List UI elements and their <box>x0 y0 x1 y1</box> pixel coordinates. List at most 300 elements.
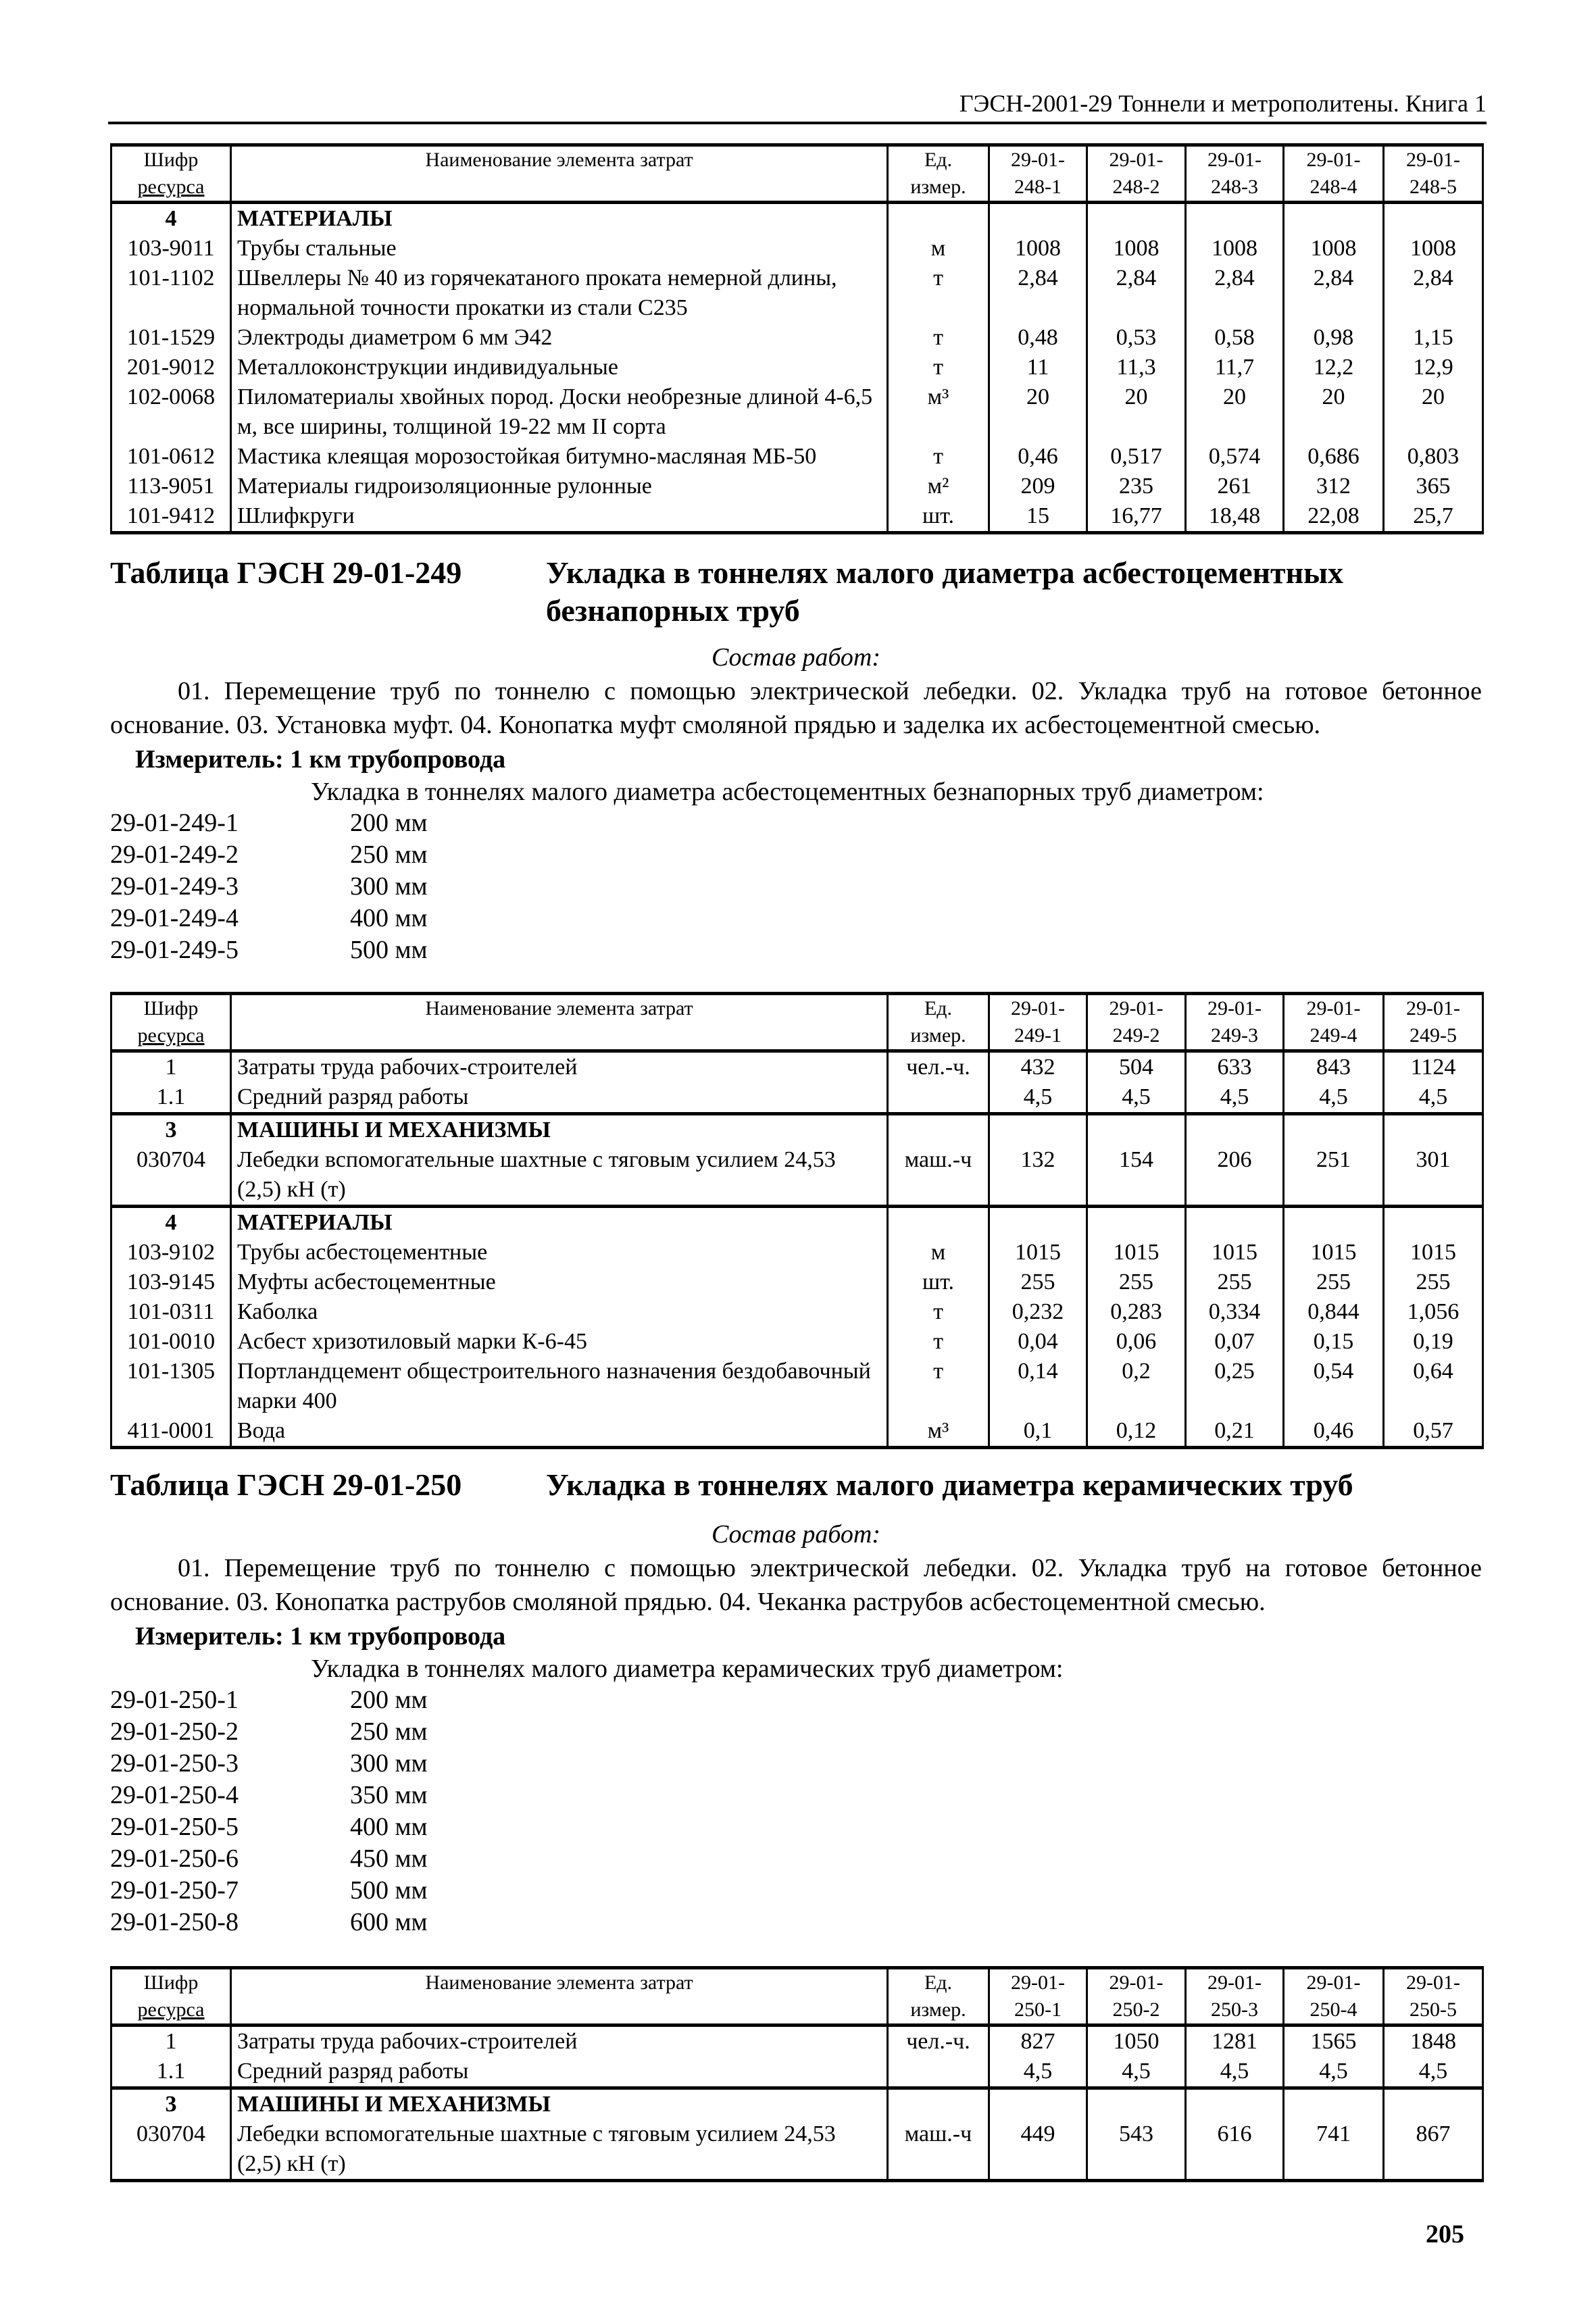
resource-code: 3 <box>111 1114 231 1146</box>
value-col-2: 0,53 <box>1087 323 1186 353</box>
table-row <box>111 2119 1483 2181</box>
resource-name: Портландцемент общестроительного назначения бездобавочный марки 400 <box>231 1357 888 1416</box>
variant-code: 29-01-250-1 <box>110 1686 239 1714</box>
variant-code: 29-01-250-5 <box>110 1813 239 1841</box>
value-col-5: 1008 <box>1384 234 1483 263</box>
header-col-4: 29-01- 249-4 <box>1284 994 1384 1051</box>
value-col-3: 2,84 <box>1186 263 1284 323</box>
unit: м² <box>888 472 989 501</box>
unit: шт. <box>888 501 989 533</box>
unit <box>888 1082 989 1114</box>
value-col-1 <box>989 203 1087 234</box>
value-col-1: 11 <box>989 353 1087 382</box>
value-col-2 <box>1087 1207 1186 1238</box>
variant-size: 300 мм <box>350 1749 428 1778</box>
variant-item <box>110 1875 428 1907</box>
unit: т <box>888 442 989 472</box>
variant-item <box>110 1716 428 1748</box>
variant-size: 350 мм <box>350 1781 428 1809</box>
value-col-1: 2,84 <box>989 263 1087 323</box>
table-row <box>111 234 1483 263</box>
value-col-5: 0,803 <box>1384 442 1483 472</box>
value-col-3 <box>1186 1207 1284 1238</box>
variant-item <box>110 1843 428 1875</box>
value-col-3: 616 <box>1186 2119 1284 2181</box>
value-col-4: 1565 <box>1284 2026 1384 2057</box>
table-249-subtitle: Укладка в тоннелях малого диаметра асбестоцементных безнапорных труб диаметром: <box>311 778 1264 806</box>
value-col-1: 132 <box>989 1145 1087 1207</box>
value-col-1 <box>989 2088 1087 2120</box>
table-row <box>111 1416 1483 1448</box>
unit: т <box>888 1327 989 1357</box>
table-250-work-heading: Состав работ: <box>711 1520 881 1549</box>
variant-size: 300 мм <box>350 872 428 901</box>
table-250-title-block <box>110 1466 1478 1504</box>
value-col-2: 11,3 <box>1087 353 1186 382</box>
unit: чел.-ч. <box>888 2026 989 2057</box>
value-col-3: 0,21 <box>1186 1416 1284 1448</box>
value-col-4: 0,686 <box>1284 442 1384 472</box>
table-header-row <box>111 994 1483 1051</box>
value-col-4: 22,08 <box>1284 501 1384 533</box>
header-name: Наименование элемента затрат <box>231 1968 888 2026</box>
variant-size: 450 мм <box>350 1844 428 1873</box>
resource-name: МАШИНЫ И МЕХАНИЗМЫ <box>231 2088 888 2120</box>
resource-name: Электроды диаметром 6 мм Э42 <box>231 323 888 353</box>
page-number: 205 <box>1426 2220 1464 2248</box>
value-col-2 <box>1087 2088 1186 2120</box>
table-header-row <box>111 145 1483 203</box>
value-col-2: 1050 <box>1087 2026 1186 2057</box>
value-col-4: 4,5 <box>1284 1082 1384 1114</box>
resource-code: 030704 <box>111 2119 231 2181</box>
unit: т <box>888 263 989 323</box>
value-col-4: 12,2 <box>1284 353 1384 382</box>
value-col-5: 2,84 <box>1384 263 1483 323</box>
value-col-3: 255 <box>1186 1267 1284 1297</box>
variant-item <box>110 1748 428 1780</box>
variant-code: 29-01-250-8 <box>110 1908 239 1936</box>
value-col-2: 1015 <box>1087 1238 1186 1267</box>
table-249-title-block <box>110 554 1478 630</box>
value-col-2: 543 <box>1087 2119 1186 2181</box>
resource-name: Асбест хризотиловый марки К-6-45 <box>231 1327 888 1357</box>
variant-size: 500 мм <box>350 936 428 964</box>
variant-size: 600 мм <box>350 1908 428 1936</box>
unit <box>888 1114 989 1146</box>
variant-code: 29-01-250-3 <box>110 1749 239 1778</box>
value-col-2: 504 <box>1087 1051 1186 1083</box>
variant-item <box>110 807 428 839</box>
resource-name: Трубы стальные <box>231 234 888 263</box>
table-249-number: Таблица ГЭСН 29-01-249 <box>110 555 462 590</box>
variant-size: 400 мм <box>350 1813 428 1841</box>
section-row <box>111 1207 1483 1238</box>
unit: маш.-ч <box>888 1145 989 1207</box>
resource-code: 103-9145 <box>111 1267 231 1297</box>
value-col-5: 4,5 <box>1384 1082 1483 1114</box>
table-row <box>111 472 1483 501</box>
table-row <box>111 1267 1483 1297</box>
value-col-5 <box>1384 2088 1483 2120</box>
variant-item <box>110 1811 428 1843</box>
resource-code: 101-1102 <box>111 263 231 323</box>
table-250-title: Укладка в тоннелях малого диаметра керамических труб <box>546 1467 1353 1502</box>
value-col-2 <box>1087 203 1186 234</box>
table-row <box>111 2057 1483 2088</box>
resource-name: Швеллеры № 40 из горячекатаного проката немерной длины, нормальной точности прокатки из стали С235 <box>231 263 888 323</box>
header-code: Шифр ресурса <box>111 994 231 1051</box>
unit: т <box>888 1357 989 1416</box>
unit: т <box>888 323 989 353</box>
unit: чел.-ч. <box>888 1051 989 1083</box>
unit: маш.-ч <box>888 2119 989 2181</box>
header-col-5: 29-01- 250-5 <box>1384 1968 1483 2026</box>
value-col-4: 2,84 <box>1284 263 1384 323</box>
header-col-3: 29-01- 249-3 <box>1186 994 1284 1051</box>
unit: м <box>888 1238 989 1267</box>
resource-name: Вода <box>231 1416 888 1448</box>
resource-code: 101-0311 <box>111 1297 231 1327</box>
resource-code: 103-9011 <box>111 234 231 263</box>
value-col-2: 0,12 <box>1087 1416 1186 1448</box>
value-col-4 <box>1284 1207 1384 1238</box>
table-250-subtitle: Укладка в тоннелях малого диаметра керамических труб диаметром: <box>311 1655 1064 1683</box>
resource-code: 4 <box>111 203 231 234</box>
value-col-5: 1124 <box>1384 1051 1483 1083</box>
resource-code: 4 <box>111 1207 231 1238</box>
variant-code: 29-01-250-2 <box>110 1717 239 1746</box>
resource-code: 3 <box>111 2088 231 2120</box>
table-249-variants <box>110 807 428 966</box>
value-col-5: 0,57 <box>1384 1416 1483 1448</box>
unit <box>888 2057 989 2088</box>
section-row <box>111 203 1483 234</box>
resource-name: Шлифкруги <box>231 501 888 533</box>
table-row <box>111 382 1483 442</box>
value-col-4: 0,54 <box>1284 1357 1384 1416</box>
value-col-1: 432 <box>989 1051 1087 1083</box>
running-header: ГЭСН-2001-29 Тоннели и метрополитены. Книга 1 <box>108 86 1487 124</box>
table-249-work-heading: Состав работ: <box>711 643 881 672</box>
value-col-1: 827 <box>989 2026 1087 2057</box>
resource-code: 411-0001 <box>111 1416 231 1448</box>
header-name: Наименование элемента затрат <box>231 994 888 1051</box>
value-col-1: 0,1 <box>989 1416 1087 1448</box>
resource-code: 1 <box>111 1051 231 1083</box>
section-row <box>111 1114 1483 1146</box>
value-col-1: 1015 <box>989 1238 1087 1267</box>
variant-item <box>110 934 428 966</box>
value-col-3 <box>1186 1114 1284 1146</box>
value-col-1 <box>989 1114 1087 1146</box>
table-row <box>111 353 1483 382</box>
resource-code: 101-0010 <box>111 1327 231 1357</box>
value-col-3: 4,5 <box>1186 1082 1284 1114</box>
value-col-3: 1008 <box>1186 234 1284 263</box>
value-col-4: 20 <box>1284 382 1384 442</box>
value-col-1: 1008 <box>989 234 1087 263</box>
resource-code: 1.1 <box>111 1082 231 1114</box>
table-row <box>111 263 1483 323</box>
value-col-4: 741 <box>1284 2119 1384 2181</box>
value-col-4 <box>1284 203 1384 234</box>
value-col-2: 2,84 <box>1087 263 1186 323</box>
value-col-2: 0,2 <box>1087 1357 1186 1416</box>
value-col-5 <box>1384 203 1483 234</box>
value-col-4: 1008 <box>1284 234 1384 263</box>
header-code: Шифр ресурса <box>111 145 231 203</box>
variant-item <box>110 839 428 871</box>
resource-name: Муфты асбестоцементные <box>231 1267 888 1297</box>
value-col-1: 0,46 <box>989 442 1087 472</box>
resource-name: Средний разряд работы <box>231 1082 888 1114</box>
unit: шт. <box>888 1267 989 1297</box>
header-col-3: 29-01- 250-3 <box>1186 1968 1284 2026</box>
value-col-4: 0,46 <box>1284 1416 1384 1448</box>
value-col-1 <box>989 1207 1087 1238</box>
table-250-variants <box>110 1684 428 1938</box>
value-col-1: 255 <box>989 1267 1087 1297</box>
value-col-3: 0,25 <box>1186 1357 1284 1416</box>
value-col-1: 0,232 <box>989 1297 1087 1327</box>
value-col-4: 1015 <box>1284 1238 1384 1267</box>
header-unit: Ед. измер. <box>888 994 989 1051</box>
table-249-meter: Измеритель: 1 км трубопровода <box>135 745 506 774</box>
value-col-4: 843 <box>1284 1051 1384 1083</box>
unit: м <box>888 234 989 263</box>
value-col-1: 4,5 <box>989 2057 1087 2088</box>
value-col-4: 312 <box>1284 472 1384 501</box>
resource-code: 103-9102 <box>111 1238 231 1267</box>
value-col-2: 0,517 <box>1087 442 1186 472</box>
header-col-2: 29-01- 250-2 <box>1087 1968 1186 2026</box>
resource-code: 102-0068 <box>111 382 231 442</box>
header-col-4: 29-01- 250-4 <box>1284 1968 1384 2026</box>
table-249 <box>110 992 1484 1449</box>
table-row <box>111 2026 1483 2057</box>
value-col-5: 12,9 <box>1384 353 1483 382</box>
value-col-2: 235 <box>1087 472 1186 501</box>
resource-name: МАТЕРИАЛЫ <box>231 203 888 234</box>
value-col-1: 4,5 <box>989 1082 1087 1114</box>
resource-code: 101-1529 <box>111 323 231 353</box>
resource-name: МАТЕРИАЛЫ <box>231 1207 888 1238</box>
value-col-3 <box>1186 2088 1284 2120</box>
value-col-3: 261 <box>1186 472 1284 501</box>
resource-code: 201-9012 <box>111 353 231 382</box>
value-col-5 <box>1384 1207 1483 1238</box>
variant-item <box>110 1684 428 1716</box>
value-col-5: 20 <box>1384 382 1483 442</box>
variant-code: 29-01-249-3 <box>110 872 239 901</box>
variant-size: 400 мм <box>350 904 428 932</box>
value-col-2: 154 <box>1087 1145 1186 1207</box>
value-col-4: 0,844 <box>1284 1297 1384 1327</box>
value-col-5: 365 <box>1384 472 1483 501</box>
header-unit: Ед. измер. <box>888 145 989 203</box>
header-col-5: 29-01- 249-5 <box>1384 994 1483 1051</box>
table-row <box>111 1082 1483 1114</box>
resource-name: Лебедки вспомогательные шахтные с тяговым усилием 24,53 (2,5) кН (т) <box>231 2119 888 2181</box>
header-col-3: 29-01- 248-3 <box>1186 145 1284 203</box>
table-row <box>111 1238 1483 1267</box>
value-col-1: 0,14 <box>989 1357 1087 1416</box>
header-col-1: 29-01- 249-1 <box>989 994 1087 1051</box>
value-col-5: 1015 <box>1384 1238 1483 1267</box>
header-col-1: 29-01- 248-1 <box>989 145 1087 203</box>
value-col-5: 301 <box>1384 1145 1483 1207</box>
value-col-2: 4,5 <box>1087 2057 1186 2088</box>
unit: т <box>888 1297 989 1327</box>
resource-code: 1 <box>111 2026 231 2057</box>
header-col-2: 29-01- 248-2 <box>1087 145 1186 203</box>
table-250-work-text: 01. Перемещение труб по тоннелю с помощью электрической лебедки. 02. Укладка труб на готовое бетонное основание. 03. Конопатка раструбов смоляной прядью. 04. Чеканка раструбов асбестоцементной смесью. <box>110 1554 1482 1616</box>
resource-code: 101-0612 <box>111 442 231 472</box>
value-col-1: 449 <box>989 2119 1087 2181</box>
value-col-3: 0,574 <box>1186 442 1284 472</box>
value-col-3: 18,48 <box>1186 501 1284 533</box>
variant-code: 29-01-249-5 <box>110 936 239 964</box>
resource-name: Затраты труда рабочих-строителей <box>231 2026 888 2057</box>
section-row <box>111 2088 1483 2120</box>
value-col-1: 0,04 <box>989 1327 1087 1357</box>
value-col-3 <box>1186 203 1284 234</box>
value-col-5 <box>1384 1114 1483 1146</box>
value-col-3: 0,07 <box>1186 1327 1284 1357</box>
variant-size: 250 мм <box>350 840 428 869</box>
variant-code: 29-01-250-7 <box>110 1876 239 1905</box>
value-col-2: 4,5 <box>1087 1082 1186 1114</box>
value-col-5: 4,5 <box>1384 2057 1483 2088</box>
header-col-2: 29-01- 249-2 <box>1087 994 1186 1051</box>
value-col-3: 11,7 <box>1186 353 1284 382</box>
value-col-4: 4,5 <box>1284 2057 1384 2088</box>
value-col-1: 15 <box>989 501 1087 533</box>
value-col-3: 1281 <box>1186 2026 1284 2057</box>
table-header-row <box>111 1968 1483 2026</box>
table-row <box>111 1145 1483 1207</box>
value-col-4: 255 <box>1284 1267 1384 1297</box>
variant-size: 250 мм <box>350 1717 428 1746</box>
value-col-5: 25,7 <box>1384 501 1483 533</box>
value-col-3: 0,58 <box>1186 323 1284 353</box>
unit: м³ <box>888 382 989 442</box>
value-col-5: 0,19 <box>1384 1327 1483 1357</box>
resource-name: Металлоконструкции индивидуальные <box>231 353 888 382</box>
table-row <box>111 1297 1483 1327</box>
header-col-4: 29-01- 248-4 <box>1284 145 1384 203</box>
table-249-work-text: 01. Перемещение труб по тоннелю с помощью электрической лебедки. 02. Укладка труб на готовое бетонное основание. 03. Установка муфт. 04. Конопатка муфт смоляной прядью и заделка их асбестоцементной смесью. <box>110 677 1482 739</box>
variant-size: 500 мм <box>350 1876 428 1905</box>
value-col-3: 633 <box>1186 1051 1284 1083</box>
table-250 <box>110 1966 1484 2182</box>
value-col-2: 0,283 <box>1087 1297 1186 1327</box>
value-col-4 <box>1284 1114 1384 1146</box>
unit: м³ <box>888 1416 989 1448</box>
value-col-2: 20 <box>1087 382 1186 442</box>
variant-code: 29-01-250-6 <box>110 1844 239 1873</box>
table-row <box>111 1357 1483 1416</box>
value-col-1: 209 <box>989 472 1087 501</box>
value-col-5: 1848 <box>1384 2026 1483 2057</box>
variant-item <box>110 1780 428 1811</box>
resource-code: 101-1305 <box>111 1357 231 1416</box>
resource-name: Средний разряд работы <box>231 2057 888 2088</box>
value-col-5: 255 <box>1384 1267 1483 1297</box>
resource-code: 101-9412 <box>111 501 231 533</box>
header-code: Шифр ресурса <box>111 1968 231 2026</box>
value-col-2: 0,06 <box>1087 1327 1186 1357</box>
resource-name: Каболка <box>231 1297 888 1327</box>
resource-name: Трубы асбестоцементные <box>231 1238 888 1267</box>
value-col-4: 251 <box>1284 1145 1384 1207</box>
variant-code: 29-01-249-4 <box>110 904 239 932</box>
resource-name: Затраты труда рабочих-строителей <box>231 1051 888 1083</box>
table-248-materials <box>110 143 1484 534</box>
unit <box>888 2088 989 2120</box>
variant-item <box>110 1907 428 1938</box>
unit: т <box>888 353 989 382</box>
table-row <box>111 442 1483 472</box>
value-col-4 <box>1284 2088 1384 2120</box>
table-250-meter: Измеритель: 1 км трубопровода <box>135 1622 506 1651</box>
value-col-4: 0,98 <box>1284 323 1384 353</box>
value-col-3: 4,5 <box>1186 2057 1284 2088</box>
value-col-5: 1,15 <box>1384 323 1483 353</box>
resource-code: 113-9051 <box>111 472 231 501</box>
header-unit: Ед. измер. <box>888 1968 989 2026</box>
header-col-1: 29-01- 250-1 <box>989 1968 1087 2026</box>
resource-name: Пиломатериалы хвойных пород. Доски необрезные длиной 4-6,5 м, все ширины, толщиной 19-22 мм II сорта <box>231 382 888 442</box>
value-col-1: 20 <box>989 382 1087 442</box>
table-row <box>111 501 1483 533</box>
table-row <box>111 1051 1483 1083</box>
value-col-3: 1015 <box>1186 1238 1284 1267</box>
value-col-1: 0,48 <box>989 323 1087 353</box>
unit <box>888 1207 989 1238</box>
variant-code: 29-01-249-1 <box>110 809 239 837</box>
value-col-5: 1,056 <box>1384 1297 1483 1327</box>
variant-code: 29-01-249-2 <box>110 840 239 869</box>
variant-size: 200 мм <box>350 809 428 837</box>
value-col-2 <box>1087 1114 1186 1146</box>
resource-code: 030704 <box>111 1145 231 1207</box>
unit <box>888 203 989 234</box>
variant-size: 200 мм <box>350 1686 428 1714</box>
value-col-2: 255 <box>1087 1267 1186 1297</box>
resource-code: 1.1 <box>111 2057 231 2088</box>
value-col-4: 0,15 <box>1284 1327 1384 1357</box>
resource-name: МАШИНЫ И МЕХАНИЗМЫ <box>231 1114 888 1146</box>
header-col-5: 29-01- 248-5 <box>1384 145 1483 203</box>
resource-name: Материалы гидроизоляционные рулонные <box>231 472 888 501</box>
variant-item <box>110 871 428 903</box>
value-col-5: 0,64 <box>1384 1357 1483 1416</box>
value-col-3: 20 <box>1186 382 1284 442</box>
table-row <box>111 323 1483 353</box>
value-col-2: 1008 <box>1087 234 1186 263</box>
header-name: Наименование элемента затрат <box>231 145 888 203</box>
resource-name: Мастика клеящая морозостойкая битумно-масляная МБ-50 <box>231 442 888 472</box>
table-250-number: Таблица ГЭСН 29-01-250 <box>110 1467 462 1502</box>
table-row <box>111 1327 1483 1357</box>
table-249-title: Укладка в тоннелях малого диаметра асбестоцементных безнапорных труб <box>546 555 1344 628</box>
value-col-2: 16,77 <box>1087 501 1186 533</box>
value-col-5: 867 <box>1384 2119 1483 2181</box>
resource-name: Лебедки вспомогательные шахтные с тяговым усилием 24,53 (2,5) кН (т) <box>231 1145 888 1207</box>
variant-item <box>110 903 428 934</box>
